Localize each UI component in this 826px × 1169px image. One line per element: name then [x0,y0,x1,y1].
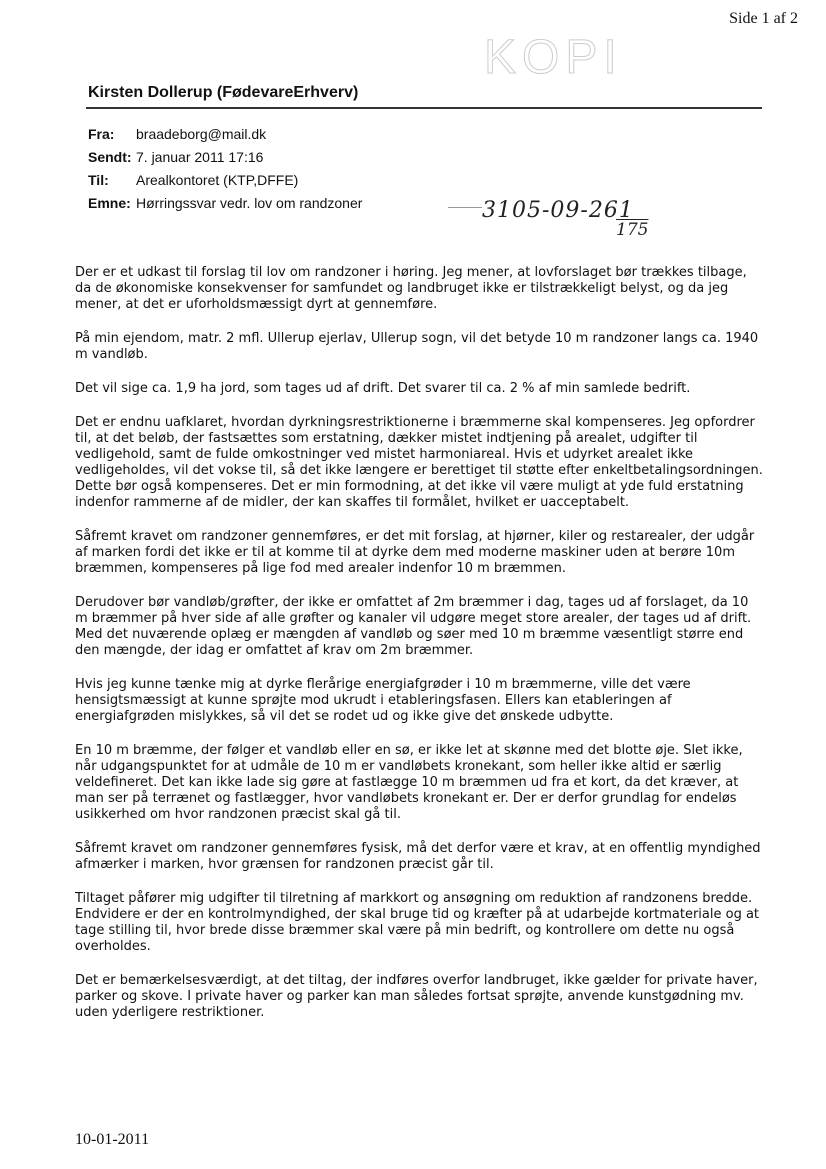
to-value: Arealkontoret (KTP,DFFE) [136,171,299,188]
paragraph: Såfremt kravet om randzoner gennemføres fysisk, må det derfor være et krav, at en offentlig myndighed afmærker i marken, hvor grænsen for randzonen præcist går til. [75,841,761,872]
paragraph: En 10 m bræmme, der følger et vandløb eller en sø, er ikke let at skønne med det blotte øje. Slet ikke, når udgangspunktet for at udmåle de 10 m er vandløbets kronekant, som heller ikke altid er særlig veldefineret. Det kan ikke lade sig gøre at fastlægge 10 m bræmmen ud fra et kort, da det kræver, at man ser på terrænet og fastlægger, hvor vandløbets kronekant er. Der er derfor grundlag for endeløs usikkerhed om hvor randzonen præcist skal gå til. [75,743,743,822]
kopi-stamp: KOPI [484,31,623,84]
to-row [88,168,362,191]
handwritten-case-subnumber: 175 [616,220,649,240]
paragraph: Det er bemærkelsesværdigt, at det tiltag, der indføres overfor landbruget, ikke gælder for private haver, parker og skove. I private haver og parker kan man således fortsat sprøjte, anvende kunstgødning mv. uden yderligere restriktioner. [75,973,758,1020]
from-row [88,122,362,145]
paragraph: Det vil sige ca. 1,9 ha jord, som tages ud af drift. Det svarer til ca. 2 % af min samlede bedrift. [75,381,691,396]
sender-name: Kirsten Dollerup (FødevareErhverv) [88,84,359,101]
sent-value: 7. januar 2011 17:16 [136,148,264,165]
to-label: Til: [88,171,109,188]
page-number: Side 1 af 2 [729,10,798,27]
paragraph: Derudover bør vandløb/grøfter, der ikke er omfattet af 2m bræmmer i dag, tages ud af forslaget, da 10 m bræmmer på hver side af alle grøfter og kanaler vil udgøre meget store arealer, der tages ud af drift. Med det nuværende oplæg er mængden af vandløb og søer med 10 m bræmme væsentligt større end den mængde, der idag er omfattet af krav om 2m bræmmer. [75,595,752,658]
letter-body [75,265,765,1039]
header-divider [86,107,762,109]
sent-label: Sendt: [88,148,132,165]
paragraph: Tiltaget påfører mig udgifter til tilretning af markkort og ansøgning om reduktion af randzonens bredde. Endvidere er der en kontrolmyndighed, der skal bruge tid og kræfter på at udarbejde kortmateriale og at tage stilling til, hvor brede disse bræmmer skal være på min bedrift, og kontrollere om dette nu også overholdes. [75,891,760,954]
subject-label: Emne: [88,194,131,211]
subject-row [88,191,362,214]
email-header [88,122,362,214]
from-label: Fra: [88,125,115,142]
sent-row [88,145,362,168]
from-value: braadeborg@mail.dk [136,125,267,142]
paragraph: Der er et udkast til forslag til lov om randzoner i høring. Jeg mener, at lovforslaget bør trækkes tilbage, da de økonomiske konsekvenser for samfundet og landbruget ikke er tilstrækkeligt belyst, og da jeg mener, at det er uforholdsmæssigt dyrt at gennemføre. [75,265,747,312]
paragraph: På min ejendom, matr. 2 mfl. Ullerup ejerlav, Ullerup sogn, vil det betyde 10 m randzoner langs ca. 1940 m vandløb. [75,331,759,362]
handwritten-case-number: 3105-09-261 [482,198,634,223]
footer-date: 10-01-2011 [75,1131,150,1148]
paragraph: Hvis jeg kunne tænke mig at dyrke flerårige energiafgrøder i 10 m bræmmerne, ville det være hensigtsmæssigt at kunne sprøjte mod ukrudt i etableringsfasen. Ellers kan etableringen af energiafgrøden mislykkes, så vil det se rodet ud og ikke give det ønskede udbytte. [75,677,691,724]
subject-value: Hørringssvar vedr. lov om randzoner [136,194,363,211]
paragraph: Det er endnu uafklaret, hvordan dyrkningsrestriktionerne i bræmmerne skal kompenseres. Jeg opfordrer til, at det beløb, der fastsættes som erstatning, dækker mistet indtjening på arealet, udgifter til vedligehold, samt de fulde omkostninger ved mistet harmoniareal. Hvis et udyrket arealet ikke vedligeholdes, vil det vokse til, så det ikke længere er berettiget til støtte efter enkeltbetalingsordningen. Dette bør også kompenseres. Det er min formodning, at det ikke vil være muligt at yde fuld erstatning indenfor rammerne af de midler, der kan skaffes til formålet, hvilket er uacceptabelt. [75,415,763,510]
paragraph: Såfremt kravet om randzoner gennemføres, er det mit forslag, at hjørner, kiler og restarealer, der udgår af marken fordi det ikke er til at komme til at dyrke dem med moderne maskiner uden at berøre 10m bræmmen, kompenseres på lige fod med arealer indenfor 10 m bræmmen. [75,529,755,576]
